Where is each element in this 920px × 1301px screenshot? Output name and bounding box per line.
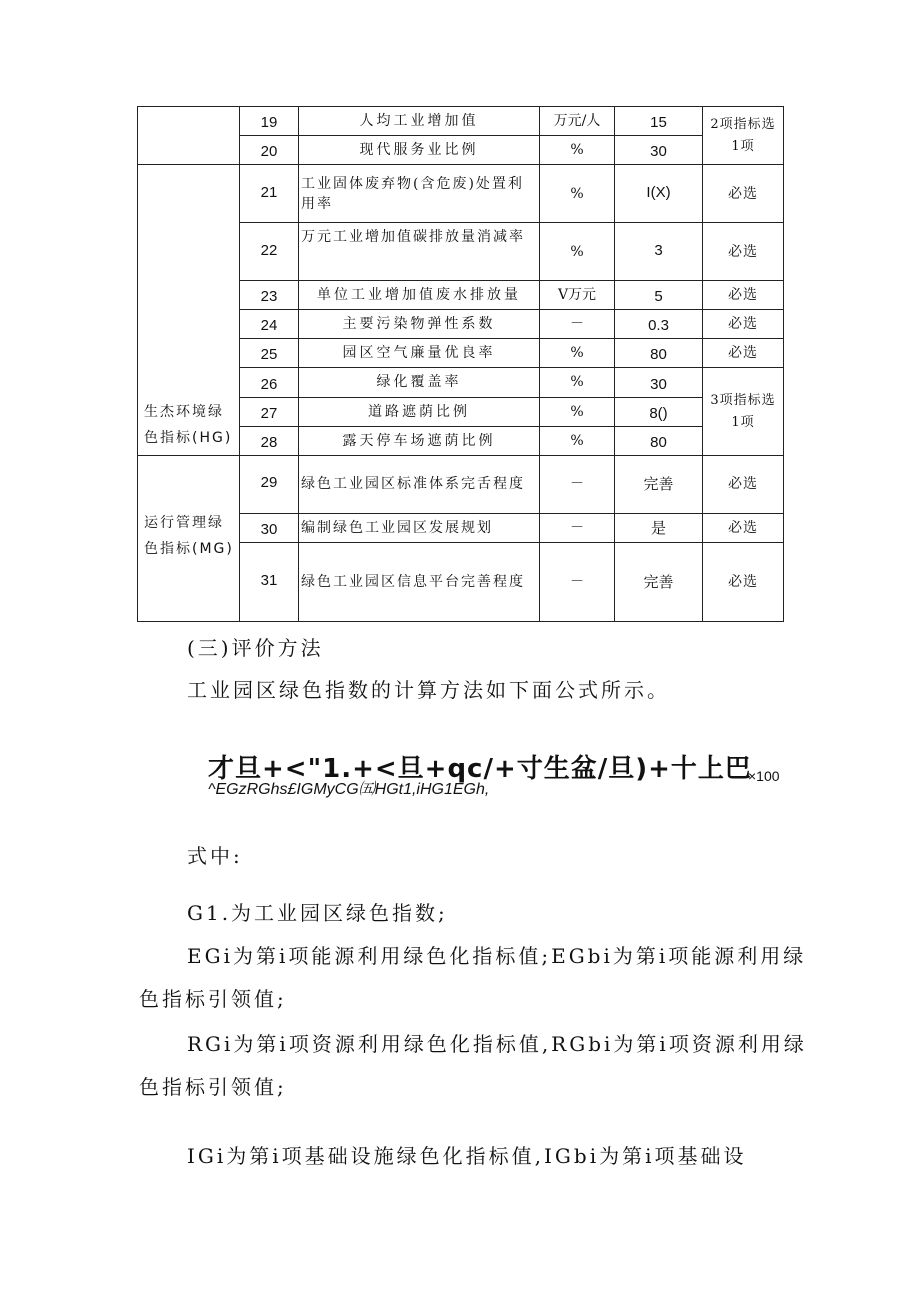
- formula-factor: ×100: [748, 768, 780, 784]
- row-number: 21: [240, 165, 299, 223]
- row-number: 25: [240, 339, 299, 368]
- indicator-name: 主要污染物弹性系数: [299, 310, 540, 339]
- row-number: 27: [240, 397, 299, 426]
- indicator-value: 3: [615, 223, 703, 281]
- row-number: 19: [240, 107, 299, 136]
- required-flag: 必选: [703, 165, 784, 223]
- definition-g1: G1.为工业园区绿色指数;: [187, 901, 448, 925]
- required-flag: 必选: [703, 281, 784, 310]
- formula-line-1: 才旦+<"1.+<旦+qc/+寸生盆/旦)+十上巴: [208, 754, 752, 784]
- category-hg: 生杰环境绿色指标(HG): [138, 165, 240, 456]
- selection-rule: 2项指标选1项: [703, 107, 784, 165]
- indicator-name: 绿色工业园区标准体系完舌程度: [299, 455, 540, 513]
- indicator-unit: %: [540, 426, 615, 455]
- indicator-value: 完善: [615, 542, 703, 621]
- indicator-value: 80: [615, 426, 703, 455]
- indicator-unit: V万元: [540, 281, 615, 310]
- indicator-value: 8(): [615, 397, 703, 426]
- indicator-unit: %: [540, 223, 615, 281]
- indicator-unit: %: [540, 339, 615, 368]
- indicator-name: 人均工业增加值: [299, 107, 540, 136]
- required-flag: 必选: [703, 455, 784, 513]
- indicator-name: 单位工业增加值废水排放量: [299, 281, 540, 310]
- row-number: 23: [240, 281, 299, 310]
- section-heading: (三)评价方法: [187, 636, 324, 660]
- definition-rg-line1: RGi为第i项资源利用绿色化指标值,RGbi为第i项资源利用绿: [187, 1032, 807, 1056]
- required-flag: 必选: [703, 339, 784, 368]
- row-number: 30: [240, 513, 299, 542]
- indicator-name: 现代服务业比例: [299, 136, 540, 165]
- indicator-name: 编制绿色工业园区发展规划: [299, 513, 540, 542]
- indicator-value: I(X): [615, 165, 703, 223]
- indicator-unit: %: [540, 136, 615, 165]
- indicator-unit: %: [540, 397, 615, 426]
- indicator-name: 露天停车场遮荫比例: [299, 426, 540, 455]
- indicator-name: 园区空气廉量优良率: [299, 339, 540, 368]
- required-flag: 必选: [703, 223, 784, 281]
- formula-line-2: ^EGzRGhs£IGMyCG㈤HGt1,iHG1EGh,: [208, 781, 490, 798]
- table-row: [138, 455, 784, 513]
- indicator-unit: －: [540, 542, 615, 621]
- selection-rule: 3项指标选1项: [703, 368, 784, 455]
- indicator-value: 5: [615, 281, 703, 310]
- table-row: [138, 165, 784, 223]
- indicator-value: 80: [615, 339, 703, 368]
- intro-paragraph: 工业园区绿色指数的计算方法如下面公式所示。: [187, 678, 670, 702]
- row-number: 26: [240, 368, 299, 397]
- row-number: 22: [240, 223, 299, 281]
- row-number: 24: [240, 310, 299, 339]
- indicator-unit: 万元/人: [540, 107, 615, 136]
- indicator-value: 30: [615, 136, 703, 165]
- required-flag: 必选: [703, 542, 784, 621]
- indicator-unit: %: [540, 368, 615, 397]
- row-number: 20: [240, 136, 299, 165]
- required-flag: 必选: [703, 513, 784, 542]
- indicator-table: [137, 106, 784, 622]
- indicator-value: 15: [615, 107, 703, 136]
- indicator-name: 工业固体废弃物(含危废)处置利用率: [299, 165, 540, 223]
- indicator-name: 绿化覆盖率: [299, 368, 540, 397]
- indicator-unit: %: [540, 165, 615, 223]
- indicator-unit: －: [540, 455, 615, 513]
- indicator-value: 30: [615, 368, 703, 397]
- indicator-unit: －: [540, 310, 615, 339]
- indicator-name: 万元工业增加值碳排放量消减率: [299, 223, 540, 281]
- table-row: [138, 107, 784, 136]
- row-number: 31: [240, 542, 299, 621]
- category-cell-empty: [138, 107, 240, 165]
- definition-eg-line2: 色指标引领值;: [139, 987, 287, 1011]
- indicator-name: 道路遮荫比例: [299, 397, 540, 426]
- indicator-value: 是: [615, 513, 703, 542]
- row-number: 28: [240, 426, 299, 455]
- indicator-unit: －: [540, 513, 615, 542]
- required-flag: 必选: [703, 310, 784, 339]
- where-label: 式中:: [187, 844, 243, 868]
- indicator-value: 0.3: [615, 310, 703, 339]
- definition-rg-line2: 色指标引领值;: [139, 1075, 287, 1099]
- indicator-name: 绿色工业园区信息平台完善程度: [299, 542, 540, 621]
- indicator-value: 完善: [615, 455, 703, 513]
- category-mg: 运行管理绿色指标(MG): [138, 455, 240, 621]
- row-number: 29: [240, 455, 299, 513]
- definition-ig-line1: IGi为第i项基础设施绿色化指标值,IGbi为第i项基础设: [187, 1144, 747, 1168]
- definition-eg-line1: EGi为第i项能源利用绿色化指标值;EGbi为第i项能源利用绿: [187, 944, 807, 968]
